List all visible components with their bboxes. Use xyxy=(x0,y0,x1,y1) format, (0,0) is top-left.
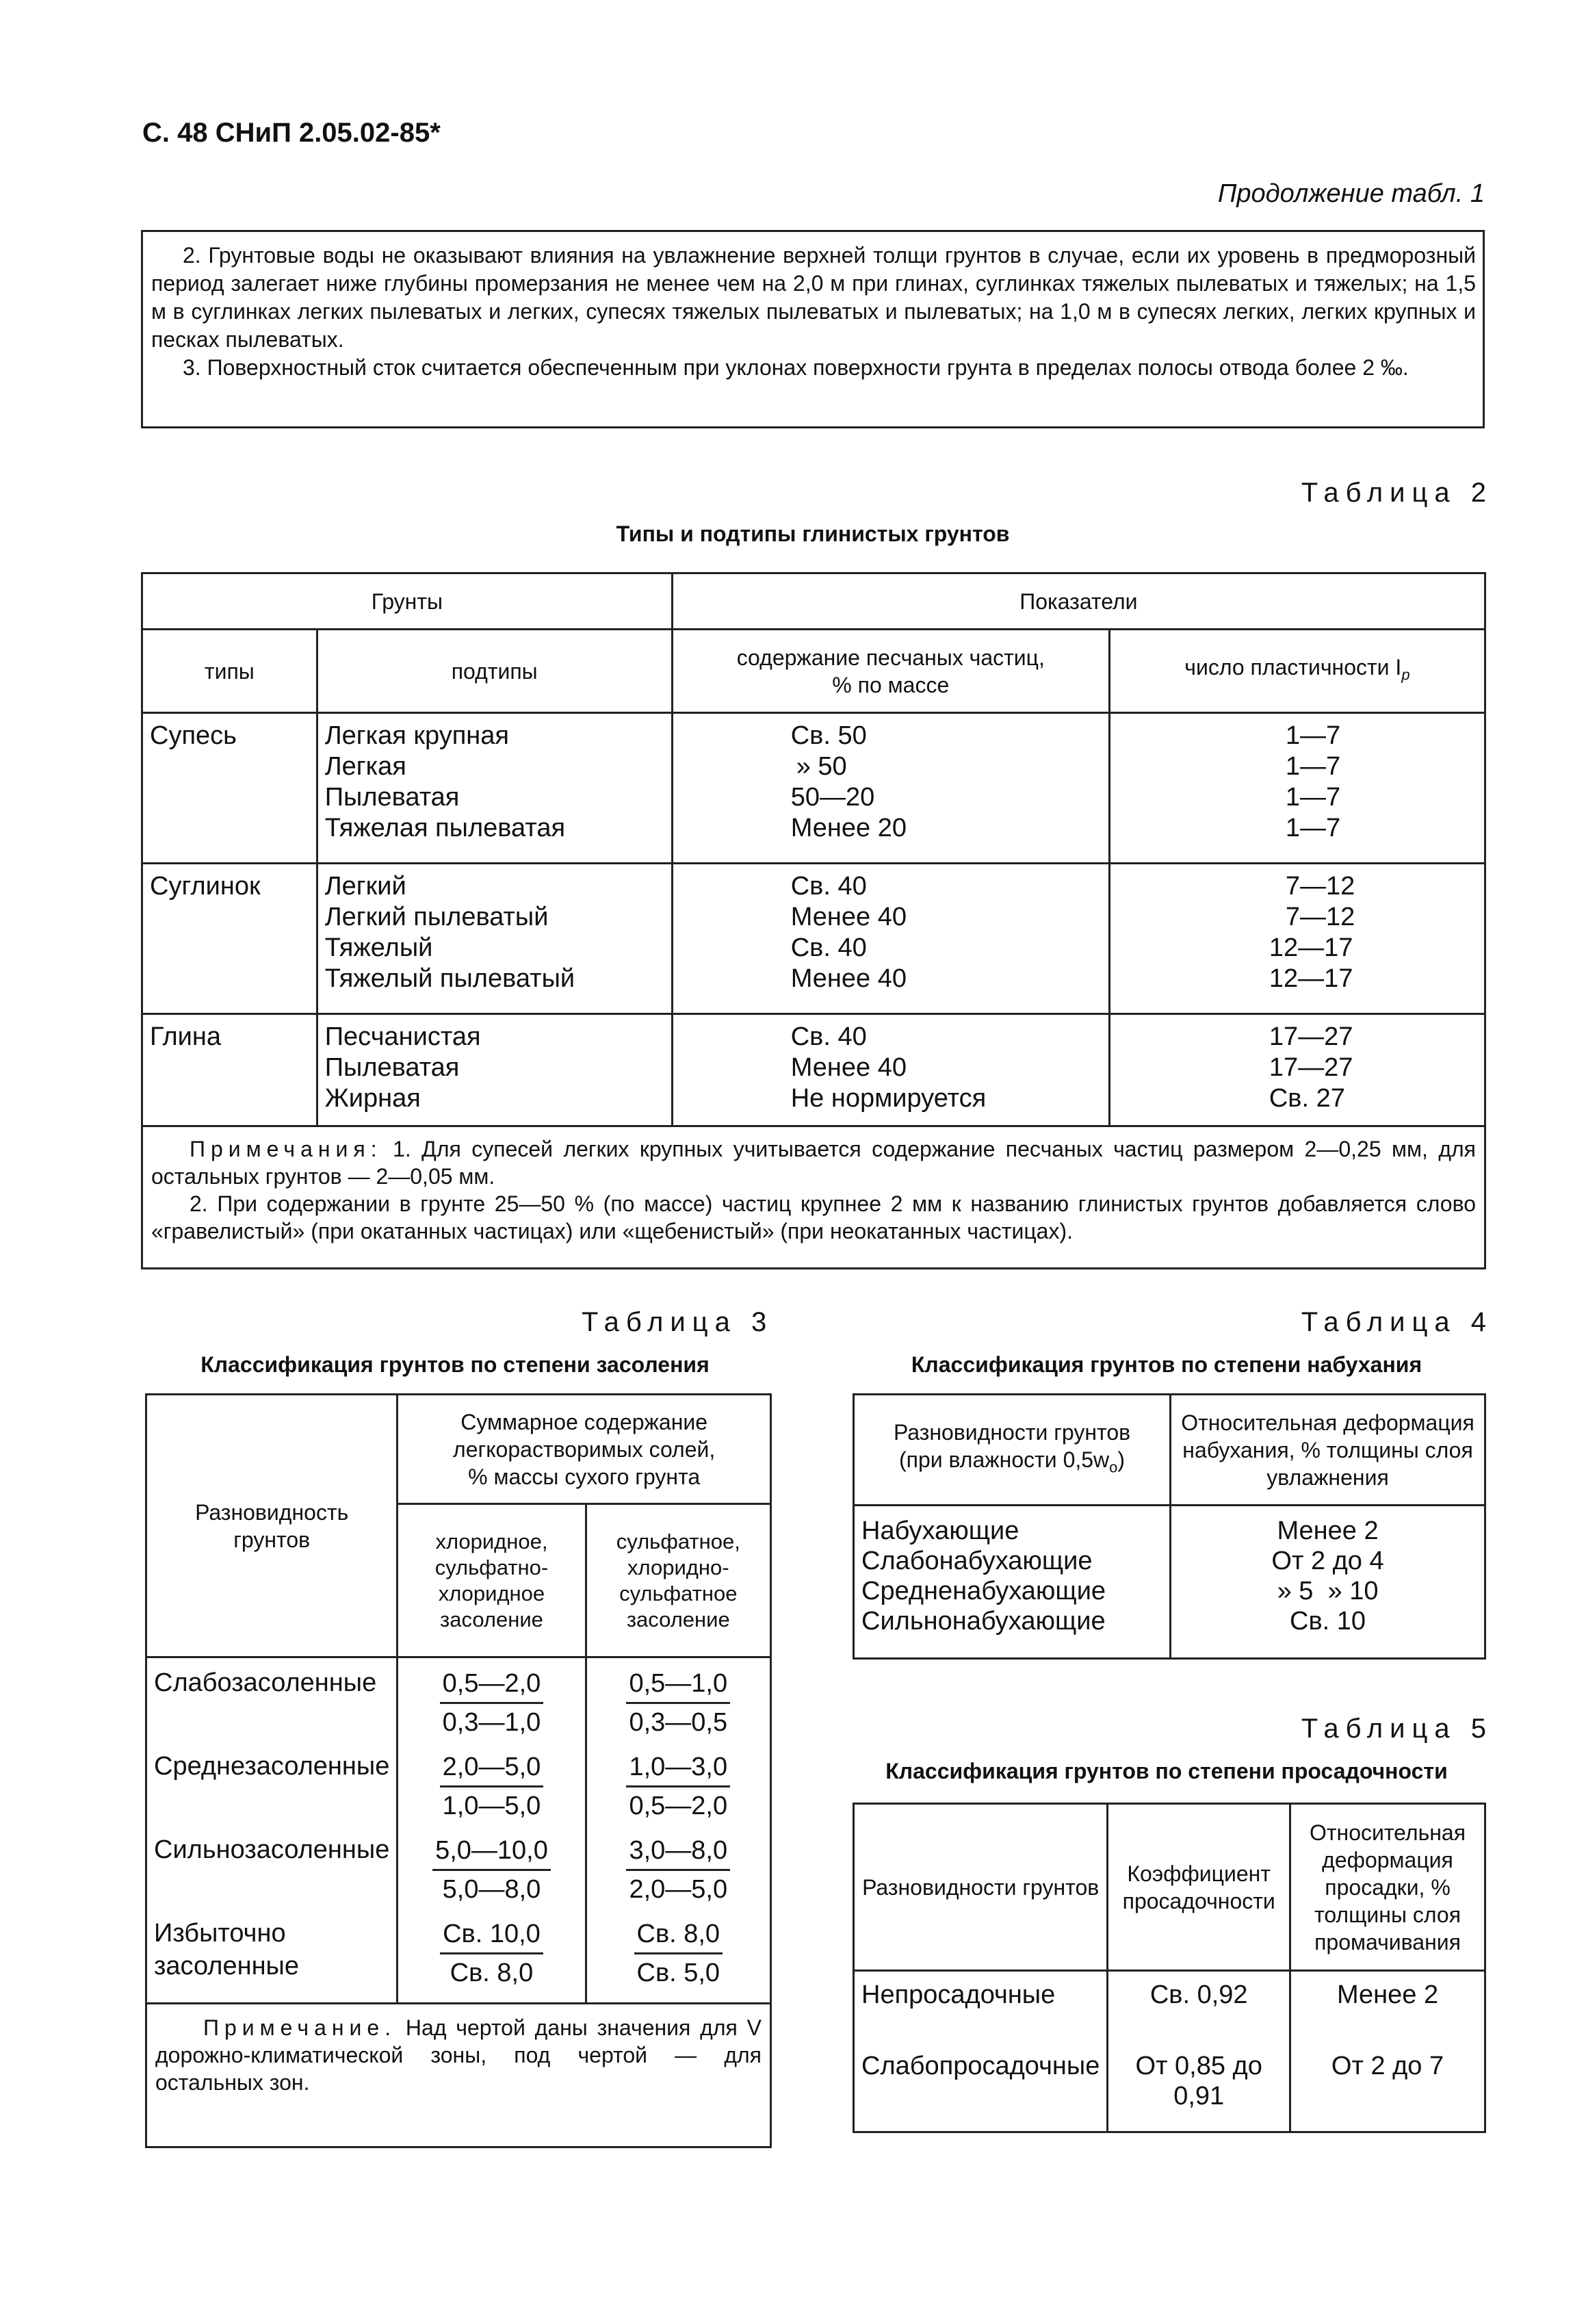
t3-sulfate-cell xyxy=(586,1657,770,2004)
box-note-2: 2. Грунтовые воды не оказывают влияния на увлажнение верхней толщи грунтов в случае, если их уровень в предморозный период залегает ниже глубины промерзания не менее чем на 2,0 м при глинах, суглинках тяжелых пылеватых и тяжелых; на 1,5 м в суглинках легких пылеватых и легких, супесях тяжелых пылеватых и пылеватых; на 1,0 м в супесях легких, легких крупных и песках пылеватых. xyxy=(151,243,1476,352)
fraction-value xyxy=(440,1666,544,1740)
list-item: Слабопросадочные xyxy=(861,2052,1100,2080)
t4-values-cell xyxy=(1171,1506,1485,1659)
t3-note-text: Над чертой даны значения для V дорожно-климатической зоны, под чертой — для остальных зон. xyxy=(155,2015,762,2095)
t2-type-cell: Глина xyxy=(142,1014,317,1126)
list-item: Тяжелый xyxy=(324,933,433,962)
t3-head-sulfate: сульфатное, хлоридно-сульфатное засоление xyxy=(586,1504,770,1657)
t2-head-subtypes: подтипы xyxy=(317,630,672,713)
t2-type-cell: Супесь xyxy=(142,713,317,864)
fraction-value xyxy=(626,1666,730,1740)
fraction-value xyxy=(634,1917,723,1990)
list-item: 50—20 xyxy=(790,783,875,812)
t2-head-sand-line1: содержание песчаных частиц, xyxy=(736,645,1045,670)
list-item: 1—7 xyxy=(1285,814,1341,842)
list-item: Среднезасоленные xyxy=(154,1752,390,1781)
list-item: 1—7 xyxy=(1285,783,1341,812)
t3-head-total-1: Суммарное содержание xyxy=(460,1409,708,1434)
t3-names-cell xyxy=(146,1657,398,2004)
list-item: Сильнозасоленные xyxy=(154,1835,390,1864)
t2-head-sand xyxy=(672,630,1109,713)
t3-head-total-2: легкорастворимых солей, xyxy=(453,1436,716,1462)
table3-title: Классификация грунтов по степени засоления xyxy=(200,1352,710,1377)
t3-chl-top: 2,0—5,0 xyxy=(440,1750,544,1787)
list-item: Менее 40 xyxy=(790,903,907,931)
list-item: Менее 2 xyxy=(1336,1980,1439,2009)
list-item: Не нормируется xyxy=(790,1084,987,1113)
t3-chl-bot: 5,0—8,0 xyxy=(442,1875,541,1904)
list-item: 7—12 xyxy=(1285,872,1355,901)
t2-note1: 1. Для супесей легких крупных учитывается содержание песчаных частиц размером 2—0,25 мм, для остальных грунтов — 2—0,05 мм. xyxy=(151,1137,1477,1189)
continuation-label: Продолжение табл. 1 xyxy=(1217,179,1485,208)
t2-notes xyxy=(142,1126,1485,1269)
t4-head-deform: Относительная деформация набухания, % толщины слоя увлажнения xyxy=(1171,1395,1485,1506)
t2-subtypes-cell xyxy=(317,1014,672,1126)
fraction-value xyxy=(440,1917,543,1990)
table5-caption: Таблица 5 xyxy=(1301,1714,1493,1744)
t3-note-label: Примечание. xyxy=(203,2015,397,2040)
table1-notes-box xyxy=(141,230,1485,428)
fraction xyxy=(398,1666,584,1750)
list-item: Сильнонабухающие xyxy=(861,1607,1106,1636)
list-item: Менее 2 xyxy=(1277,1516,1379,1545)
list-item: Тяжелый пылеватый xyxy=(324,964,575,993)
list-item: Св. 50 xyxy=(790,721,867,750)
list-item: Набухающие xyxy=(861,1516,1019,1545)
t2-head-soils: Грунты xyxy=(142,573,673,630)
t2-note-label: Примечания: xyxy=(190,1137,382,1161)
table2 xyxy=(141,572,1486,1269)
t3-chl-bot: 0,3—1,0 xyxy=(442,1708,541,1737)
list-item: 7—12 xyxy=(1285,903,1355,931)
t3-note-block xyxy=(155,2014,762,2096)
table4 xyxy=(853,1393,1486,1660)
t2-sand-cell xyxy=(672,1014,1109,1126)
t5-head-variety: Разновидности грунтов xyxy=(854,1804,1108,1971)
t3-sul-top: 0,5—1,0 xyxy=(626,1666,730,1704)
t2-head-plasticity xyxy=(1109,630,1485,713)
t3-sul-top: 1,0—3,0 xyxy=(626,1750,730,1787)
t2-head-plasticity-text: число пластичности I xyxy=(1184,654,1402,680)
t2-note2: 2. При содержании в грунте 25—50 % (по массе) частиц крупнее 2 мм к названию глинистых грунтов добавляется слово «гравелистый» (при окатанных частицах) или «щебенистый» (при неокатанных частицах). xyxy=(151,1191,1476,1243)
t3-chl-bot: Св. 8,0 xyxy=(450,1959,534,1987)
list-item: Менее 40 xyxy=(790,964,907,993)
fraction xyxy=(398,1750,584,1833)
fraction xyxy=(587,1666,770,1750)
list-item: Средненабухающие xyxy=(861,1577,1106,1605)
t2-head-sand-line2: % по массе xyxy=(832,672,950,697)
fraction-value xyxy=(626,1833,730,1907)
t4-head-variety xyxy=(854,1395,1171,1506)
list-item: Легкая xyxy=(324,752,406,781)
t2-plast-cell xyxy=(1109,864,1485,1014)
list-item: 1—7 xyxy=(1285,752,1341,781)
t3-chloride-cell xyxy=(398,1657,586,2004)
t5-head-coef: Коэффициент просадочности xyxy=(1108,1804,1290,1971)
t2-head-plasticity-sub: p xyxy=(1401,666,1410,684)
t2-head-indicators: Показатели xyxy=(672,573,1485,630)
table5-title: Классификация грунтов по степени просадочности xyxy=(885,1759,1448,1783)
t5-coef-cell xyxy=(1108,1971,1290,2132)
t3-chl-top: Св. 10,0 xyxy=(440,1917,543,1954)
list-item: » 50 xyxy=(796,752,847,781)
list-item: Легкая крупная xyxy=(324,721,509,750)
list-item: Св. 40 xyxy=(790,933,867,962)
list-item: Св. 0,92 xyxy=(1149,1980,1248,2009)
list-item: Легкий xyxy=(324,872,406,901)
t3-sul-bot: 2,0—5,0 xyxy=(629,1875,728,1904)
list-item: 12—17 xyxy=(1269,964,1353,993)
table2-caption: Таблица 2 xyxy=(1301,478,1493,508)
list-item: От 2 до 4 xyxy=(1271,1547,1384,1575)
t2-head-types: типы xyxy=(142,630,317,713)
list-item: Менее 20 xyxy=(790,814,907,842)
t3-sul-top: Св. 8,0 xyxy=(634,1917,723,1954)
list-item: Пылеватая xyxy=(324,783,460,812)
fraction xyxy=(398,1917,584,2000)
list-item: Пылеватая xyxy=(324,1053,460,1082)
t4-names-cell xyxy=(854,1506,1171,1659)
t4-head-variety-end: ) xyxy=(1117,1447,1126,1472)
list-item: Св. 40 xyxy=(790,872,867,901)
list-item: Тяжелая пылеватая xyxy=(324,814,566,842)
t3-chl-bot: 1,0—5,0 xyxy=(442,1792,541,1820)
t4-head-variety-1: Разновидности грунтов xyxy=(893,1419,1131,1445)
list-item: Менее 40 xyxy=(790,1053,907,1082)
list-item: Избыточно засоленные xyxy=(154,1919,300,1980)
t3-head-variety: Разновидность грунтов xyxy=(146,1395,398,1657)
box-note-3: 3. Поверхностный сток считается обеспеченным при уклонах поверхности грунта в пределах полосы отвода более 2 ‰. xyxy=(183,355,1409,380)
t5-head-deform: Относительная деформация просадки, % толщины слоя промачивания xyxy=(1290,1804,1485,1971)
t4-head-variety-2: (при влажности 0,5w xyxy=(898,1447,1110,1472)
t2-sand-cell xyxy=(672,864,1109,1014)
list-item: Песчанистая xyxy=(324,1022,481,1051)
t2-plast-cell xyxy=(1109,1014,1485,1126)
t5-names-cell xyxy=(854,1971,1108,2132)
t2-plast-cell xyxy=(1109,713,1485,864)
table4-caption: Таблица 4 xyxy=(1301,1307,1493,1337)
list-item: 12—17 xyxy=(1269,933,1353,962)
fraction-value xyxy=(440,1750,544,1823)
t2-sand-cell xyxy=(672,713,1109,864)
t3-sul-bot: 0,3—0,5 xyxy=(629,1708,728,1737)
t3-head-total-3: % массы сухого грунта xyxy=(468,1464,701,1489)
list-item: 17—27 xyxy=(1269,1053,1353,1082)
t3-chl-top: 5,0—10,0 xyxy=(432,1833,551,1871)
t3-sul-bot: 0,5—2,0 xyxy=(629,1792,728,1820)
t2-subtypes-cell xyxy=(317,864,672,1014)
table2-title: Типы и подтипы глинистых грунтов xyxy=(616,521,1010,546)
list-item: От 2 до 7 xyxy=(1331,2052,1444,2080)
t3-sul-bot: Св. 5,0 xyxy=(636,1959,720,1987)
list-item: 17—27 xyxy=(1269,1022,1353,1051)
t3-head-total xyxy=(398,1395,771,1504)
fraction-value xyxy=(432,1833,551,1907)
t3-chl-top: 0,5—2,0 xyxy=(440,1666,544,1704)
table5 xyxy=(853,1803,1486,2133)
t3-sul-top: 3,0—8,0 xyxy=(626,1833,730,1871)
fraction-value xyxy=(626,1750,730,1823)
t5-deform-cell xyxy=(1290,1971,1485,2132)
t2-type-cell: Суглинок xyxy=(142,864,317,1014)
list-item: Жирная xyxy=(324,1084,421,1113)
list-item: Св. 27 xyxy=(1269,1084,1345,1113)
t2-subtypes-cell xyxy=(317,713,672,864)
list-item: Св. 40 xyxy=(790,1022,867,1051)
t4-head-variety-2-line xyxy=(855,1446,1169,1481)
t3-note xyxy=(146,2004,771,2147)
table3-caption: Таблица 3 xyxy=(582,1307,774,1337)
fraction xyxy=(587,1833,770,1917)
fraction xyxy=(587,1917,770,2000)
list-item: Слабозасоленные xyxy=(154,1668,377,1697)
fraction xyxy=(398,1833,584,1917)
t3-head-chloride: хлоридное, сульфатно-хлоридное засоление xyxy=(398,1504,586,1657)
list-item: » 5 » 10 xyxy=(1277,1577,1379,1605)
t4-head-variety-sub: o xyxy=(1109,1458,1118,1476)
t2-note1-block xyxy=(151,1135,1476,1190)
table4-title: Классификация грунтов по степени набухания xyxy=(911,1352,1422,1377)
list-item: Св. 10 xyxy=(1290,1607,1366,1636)
list-item: От 0,85 до 0,91 xyxy=(1135,2052,1262,2110)
table3 xyxy=(145,1393,772,2148)
list-item: Легкий пылеватый xyxy=(324,903,549,931)
page-header: С. 48 СНиП 2.05.02-85* xyxy=(142,118,441,148)
list-item: Непросадочные xyxy=(861,1980,1056,2009)
fraction xyxy=(587,1750,770,1833)
list-item: Слабонабухающие xyxy=(861,1547,1093,1575)
list-item: 1—7 xyxy=(1285,721,1341,750)
